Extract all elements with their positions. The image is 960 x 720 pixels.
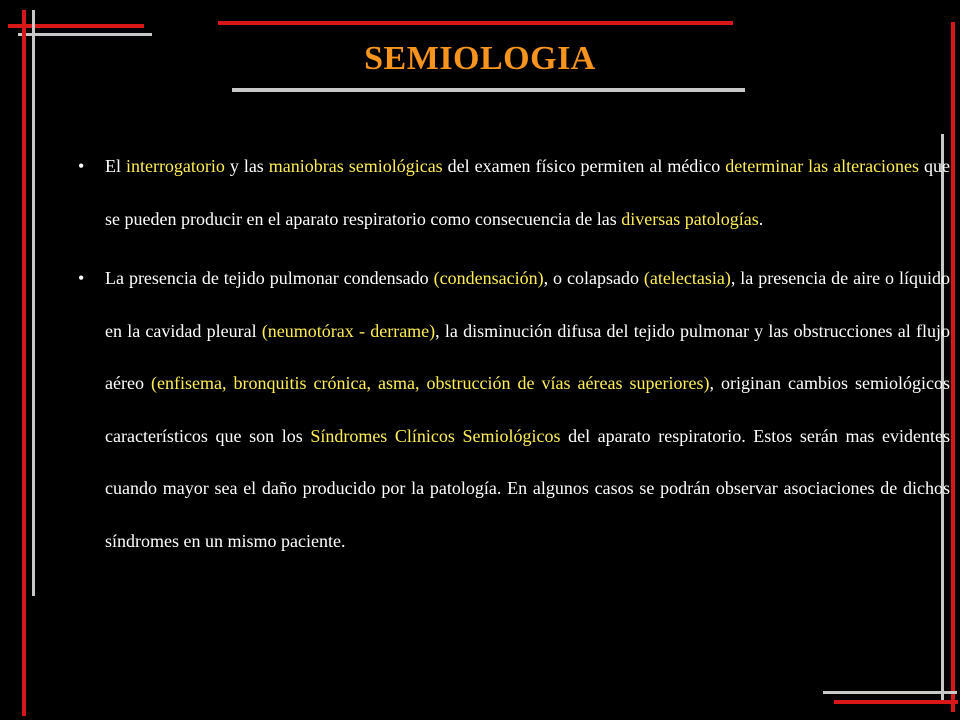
frame-line-top-left-gray [18,33,152,36]
frame-line-top-left-red [8,24,144,28]
bullet-item [78,140,950,245]
bullet-text: del examen físico permiten al médico [442,156,726,176]
slide-title: SEMIOLOGIA [364,40,596,77]
highlighted-term: (neumotórax - derrame) [261,320,436,341]
frame-line-left-gray [32,10,35,596]
highlighted-term: determinar las alteraciones [725,156,920,176]
bullet-list [78,140,950,574]
bullet-text: que se pueden producir en el aparato respiratorio como consecuencia de las [105,156,951,229]
frame-line-top-red [218,21,733,25]
bullet-text: , la disminución difusa del tejido pulmonar y las obstrucciones al flujo aéreo [105,320,950,393]
frame-line-bottom-right-red [834,700,958,704]
bullet-text: del aparato respiratorio. Estos serán mas evidentes cuando mayor sea el daño producido por la patología. En algunos casos se podrán observar asociaciones de dichos síndromes en un mismo paciente. [105,425,951,551]
bullet-marker: • [78,268,85,288]
bullet-text: La presencia de tejido pulmonar condensado [105,268,434,288]
bullet-text: . [758,208,764,229]
bullet-text: y las [224,156,269,176]
highlighted-term: maniobras semiológicas [268,156,443,176]
highlighted-term: (enfisema, bronquitis crónica, asma, obstrucción de vías aéreas superiores) [150,373,710,393]
highlighted-term: diversas patologías [621,208,759,229]
highlighted-term: Síndromes Clínicos Semiológicos [310,425,561,446]
bullet-text: , o colapsado [543,268,644,288]
frame-line-left-red [22,10,26,716]
bullet-text: , originan cambios semiológicos característicos que son los [105,373,950,446]
bullet-marker: • [78,156,85,176]
bullet-text: El [105,156,126,176]
frame-line-right-red [951,22,955,712]
bullet-item [78,252,950,567]
title-underline-gray [232,88,745,92]
frame-line-bottom-right-gray [823,691,957,694]
bullet-text: , la presencia de aire o líquido en la cavidad pleural [105,268,950,341]
highlighted-term: interrogatorio [125,156,225,176]
highlighted-term: (condensación) [433,268,544,288]
highlighted-term: (atelectasia) [643,268,731,288]
